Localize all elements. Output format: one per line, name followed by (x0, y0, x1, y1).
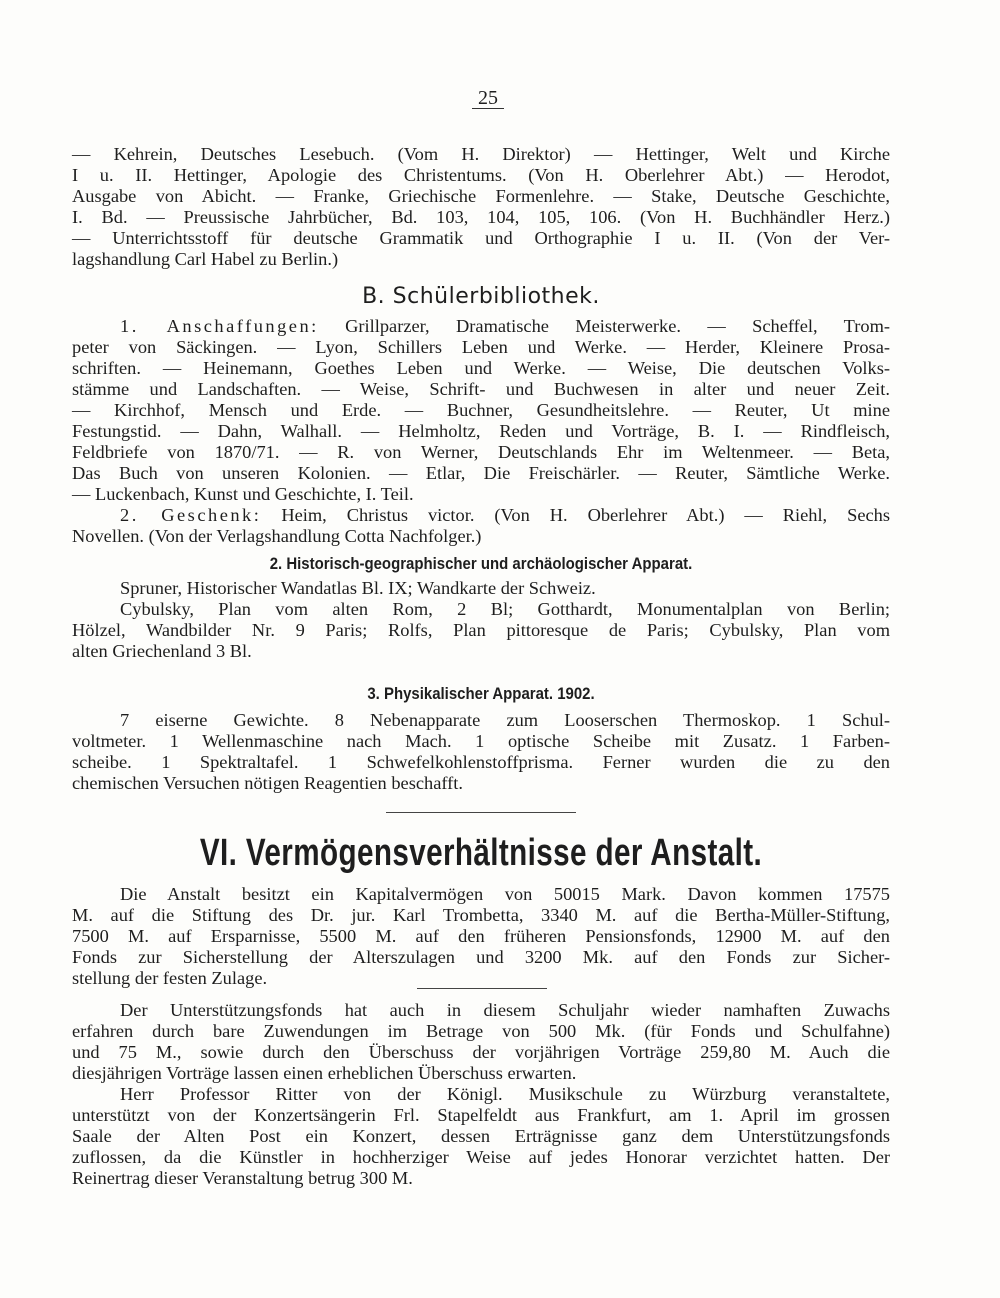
text-line: Die Anstalt besitzt ein Kapitalvermögen von 50015 Mark. Davon kommen 17575 (120, 884, 890, 904)
text-line: schriften. — Heinemann, Goethes Leben und Werke. — Weise, Die deutschen Volks- (72, 358, 890, 378)
section-heading: B. Schülerbibliothek. (362, 284, 600, 309)
text-line: Fonds zur Sicherstellung der Alterszulagen und 3200 Mk. auf den Fonds zur Sicher- (72, 947, 890, 967)
text-line: alten Griechenland 3 Bl. (72, 641, 252, 661)
text-line: chemischen Versuchen nötigen Reagentien beschafft. (72, 773, 464, 793)
text-line: diesjährigen Vorträge lassen einen erheblichen Überschuss erwarten. (72, 1063, 577, 1083)
intro-paragraph (72, 144, 890, 270)
text-line: 7500 M. auf Ersparnisse, 5500 M. auf den früheren Pensionsfonds, 12900 M. auf den (72, 926, 890, 946)
text-line: Herr Professor Ritter von der Königl. Musikschule zu Würzburg veranstaltete, (120, 1084, 890, 1104)
text-line (72, 316, 890, 337)
text-line: Der Unterstützungsfonds hat auch in diesem Schuljahr wieder namhaften Zuwachs (120, 1000, 890, 1020)
text-line: voltmeter. 1 Wellenmaschine nach Mach. 1 optische Scheibe mit Zusatz. 1 Farben- (72, 731, 890, 751)
section-3-body (72, 710, 890, 794)
section-vi-p1 (72, 884, 890, 989)
section-heading: 2. Historisch-geographischer und archäologischer Apparat. (269, 554, 693, 573)
item-label: 1. Anschaffungen: (120, 316, 319, 336)
section-vi-p2 (72, 1000, 890, 1189)
text-line: zuflossen, da die Künstler in hochherziger Weise auf jedes Honorar verzichtet hatten. Der (72, 1147, 890, 1167)
text-line: scheibe. 1 Spektraltafel. 1 Schwefelkohlenstoffprisma. Ferner wurden die zu den (72, 752, 890, 772)
divider (386, 812, 576, 813)
text-line: Feldbriefe von 1870/71. — R. von Werner, Deutschlands Ehr im Weltenmeer. — Beta, (72, 442, 890, 462)
text-line: I. Bd. — Preussische Jahrbücher, Bd. 103, 104, 105, 106. (Von H. Buchhändler Herz.) (72, 207, 890, 227)
item-text: Heim, Christus victor. (Von H. Oberlehrer Abt.) — Riehl, Sechs (281, 505, 890, 525)
text-line: Spruner, Historischer Wandatlas Bl. IX; Wandkarte der Schweiz. (120, 578, 596, 598)
text-line: unterstützt von der Konzertsängerin Frl. Stapelfeldt aus Frankfurt, am 1. April im grossen (72, 1105, 890, 1125)
item-text: Grillparzer, Dramatische Meisterwerke. — Scheffel, Trom- (345, 316, 890, 336)
text-line: und 75 M., sowie durch den Überschuss der vorjährigen Vorträge 259,80 M. Auch die (72, 1042, 890, 1062)
text-line: Reinertrag dieser Veranstaltung betrug 300 M. (72, 1168, 413, 1188)
text-line: Novellen. (Von der Verlagshandlung Cotta Nachfolger.) (72, 526, 482, 546)
text-line: Hölzel, Wandbilder Nr. 9 Paris; Rolfs, Plan pittoresque de Paris; Cybulsky, Plan vom (72, 620, 890, 640)
text-line: — Kehrein, Deutsches Lesebuch. (Vom H. Direktor) — Hettinger, Welt und Kirche (72, 144, 890, 164)
chapter-heading: VI. Vermögensverhältnisse der Anstalt. (199, 832, 763, 874)
text-line: — Luckenbach, Kunst und Geschichte, I. Teil. (72, 484, 414, 504)
section-b-item1 (72, 316, 890, 547)
text-line (72, 505, 890, 526)
text-line: Cybulsky, Plan vom alten Rom, 2 Bl; Gotthardt, Monumentalplan von Berlin; (120, 599, 890, 619)
text-line: lagshandlung Carl Habel zu Berlin.) (72, 249, 339, 269)
text-line: peter von Säckingen. — Lyon, Schillers Leben und Werke. — Herder, Kleinere Prosa- (72, 337, 890, 357)
text-line: Festungstid. — Dahn, Walhall. — Helmholtz, Reden und Vorträge, B. I. — Rindfleisch, (72, 421, 890, 441)
text-line: I u. II. Hettinger, Apologie des Christentums. (Von H. Oberlehrer Abt.) — Herodot, (72, 165, 890, 185)
text-line: Saale der Alten Post ein Konzert, dessen Erträgnisse ganz dem Unterstützungsfonds (72, 1126, 890, 1146)
text-line: — Kirchhof, Mensch und Erde. — Buchner, Gesundheitslehre. — Reuter, Ut mine (72, 400, 890, 420)
text-line: Das Buch von unseren Kolonien. — Etlar, Die Freischärler. — Reuter, Sämtliche Werke. (72, 463, 890, 483)
text-line: stämme und Landschaften. — Weise, Schrift- und Buchwesen in alter und neuer Zeit. (72, 379, 890, 399)
text-line: M. auf die Stiftung des Dr. jur. Karl Trombetta, 3340 M. auf die Bertha-Müller-Stiftung, (72, 905, 890, 925)
text-line: Ausgabe von Abicht. — Franke, Griechische Formenlehre. — Stake, Deutsche Geschichte, (72, 186, 890, 206)
text-line: erfahren durch bare Zuwendungen im Betrage von 500 Mk. (für Fonds und Schulfahne) (72, 1021, 890, 1041)
page-number: 25 (472, 88, 504, 109)
section-b (72, 284, 890, 309)
divider (417, 988, 547, 989)
text-line: 7 eiserne Gewichte. 8 Nebenapparate zum Looserschen Thermoskop. 1 Schul- (120, 710, 890, 730)
item-label: 2. Geschenk: (120, 505, 262, 525)
section-2-body (72, 578, 890, 662)
section-heading: 3. Physikalischer Apparat. 1902. (367, 684, 595, 703)
text-line: stellung der festen Zulage. (72, 968, 268, 988)
text-line: — Unterrichtsstoff für deutsche Grammatik und Orthographie I u. II. (Von der Ver- (72, 228, 890, 248)
